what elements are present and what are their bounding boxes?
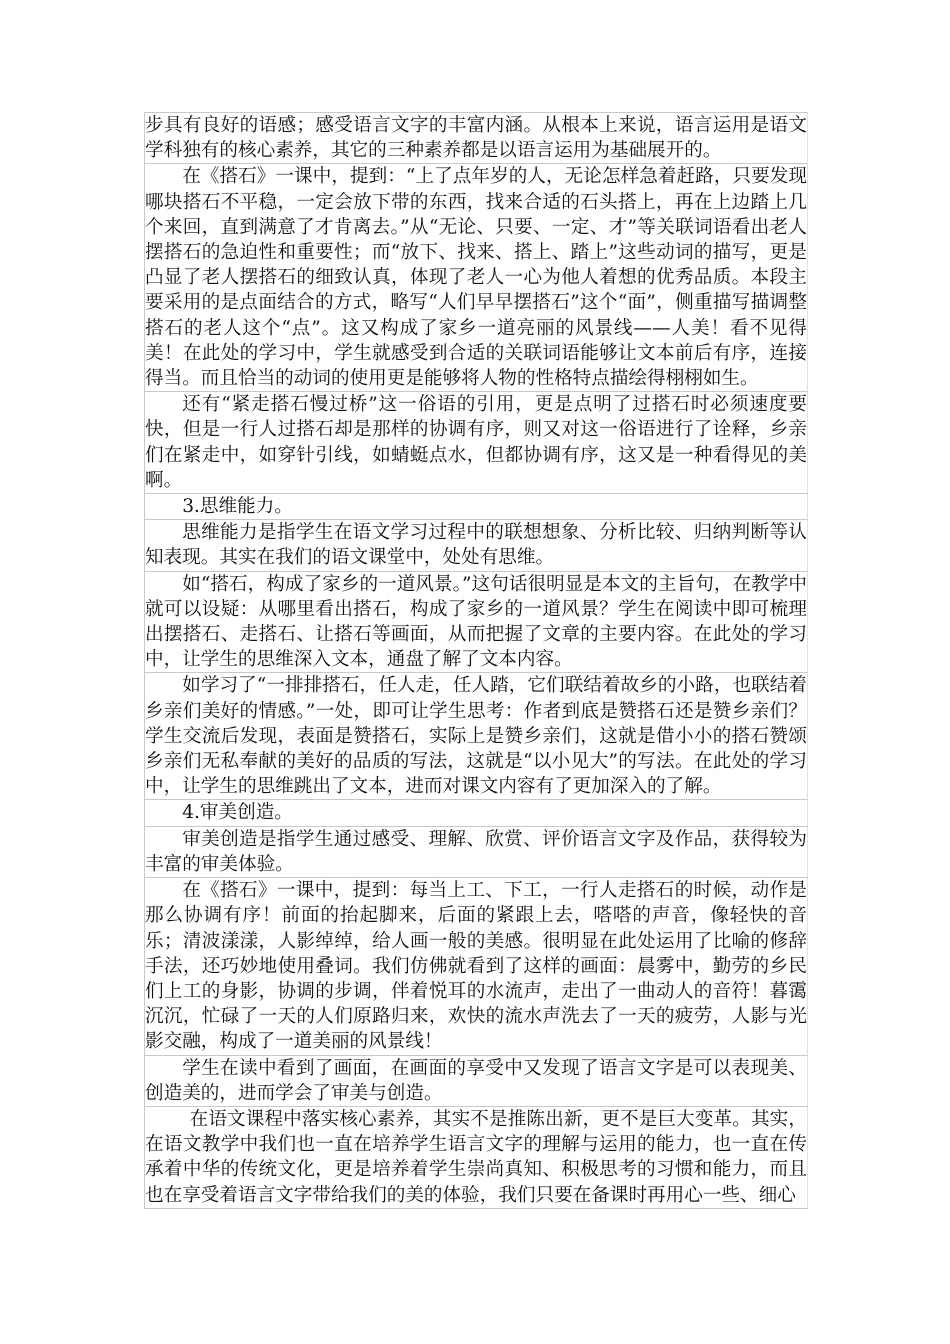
paragraph: 如学习了“一排排搭石，任人走，任人踏，它们联结着故乡的小路，也联结着乡亲们美好的情感。”一处，即可让学生思考：作者到底是赞搭石还是赞乡亲们？学生交流后发现，表面是赞搭石，实际上是赞乡亲们，这就是借小小的搭石赞颂乡亲们无私奉献的美好的品质的写法，这就是“以小见大”的写法。在此处的学习中，让学生的思维跳出了文本，进而对课文内容有了更加深入的了解。 bbox=[144, 672, 808, 799]
paragraph: 还有“紧走搭石慢过桥”这一俗语的引用，更是点明了过搭石时必须速度要快，但是一行人过搭石却是那样的协调有序，则又对这一俗语进行了诠释，乡亲们在紧走中，如穿针引线，如蜻蜓点水，但都协调有序，这又是一种看得见的美啊。 bbox=[144, 391, 808, 493]
document-body bbox=[144, 112, 808, 1209]
paragraph: 步具有良好的语感；感受语言文字的丰富内涵。从根本上来说，语言运用是语文学科独有的核心素养，其它的三种素养都是以语言运用为基础展开的。 bbox=[144, 112, 808, 163]
section-heading: 4.审美创造。 bbox=[144, 799, 808, 825]
paragraph: 在《搭石》一课中，提到：“上了点年岁的人，无论怎样急着赶路，只要发现哪块搭石不平稳，一定会放下带的东西，找来合适的石头搭上，再在上边踏上几个来回，直到满意了才肯离去。”从“无论、只要、一定、才”等关联词语看出老人摆搭石的急迫性和重要性；而“放下、找来、搭上、踏上”这些动词的描写，更是凸显了老人摆搭石的细致认真，体现了老人一心为他人着想的优秀品质。本段主要采用的是点面结合的方式，略写“人们早早摆搭石”这个“面”，侧重描写描调整搭石的老人这个“点”。这又构成了家乡一道亮丽的风景线——人美！看不见得美！在此处的学习中，学生就感受到合适的关联词语能够让文本前后有序，连接得当。而且恰当的动词的使用更是能够将人物的性格特点描绘得栩栩如生。 bbox=[144, 163, 808, 391]
paragraph: 学生在读中看到了画面，在画面的享受中又发现了语言文字是可以表现美、创造美的，进而学会了审美与创造。 bbox=[144, 1055, 808, 1106]
paragraph: 在语文课程中落实核心素养，其实不是推陈出新，更不是巨大变革。其实，在语文教学中我们也一直在培养学生语言文字的理解与运用的能力，也一直在传承着中华的传统文化，更是培养着学生崇尚真知、积极思考的习惯和能力，而且也在享受着语言文字带给我们的美的体验，我们只要在备课时再用心一些、细心 bbox=[144, 1106, 808, 1209]
paragraph: 在《搭石》一课中，提到：每当上工、下工，一行人走搭石的时候，动作是那么协调有序！前面的抬起脚来，后面的紧跟上去，嗒嗒的声音，像轻快的音乐；清波漾漾，人影绰绰，给人画一般的美感。很明显在此处运用了比喻的修辞手法，还巧妙地使用叠词。我们仿佛就看到了这样的画面：晨雾中，勤劳的乡民们上工的身影，协调的步调，伴着悦耳的水流声，走出了一曲动人的音符！暮霭沉沉，忙碌了一天的人们原路归来，欢快的流水声洗去了一天的疲劳，人影与光影交融，构成了一道美丽的风景线！ bbox=[144, 877, 808, 1054]
paragraph: 思维能力是指学生在语文学习过程中的联想想象、分析比较、归纳判断等认知表现。其实在我们的语文课堂中，处处有思维。 bbox=[144, 519, 808, 570]
paragraph: 如“搭石，构成了家乡的一道风景。”这句话很明显是本文的主旨句，在教学中就可以设疑：从哪里看出搭石，构成了家乡的一道风景？学生在阅读中即可梳理出摆搭石、走搭石、让搭石等画面，从而把握了文章的主要内容。在此处的学习中，让学生的思维深入文本，通盘了解了文本内容。 bbox=[144, 571, 808, 673]
section-heading: 3.思维能力。 bbox=[144, 493, 808, 519]
paragraph: 审美创造是指学生通过感受、理解、欣赏、评价语言文字及作品，获得较为丰富的审美体验。 bbox=[144, 826, 808, 877]
